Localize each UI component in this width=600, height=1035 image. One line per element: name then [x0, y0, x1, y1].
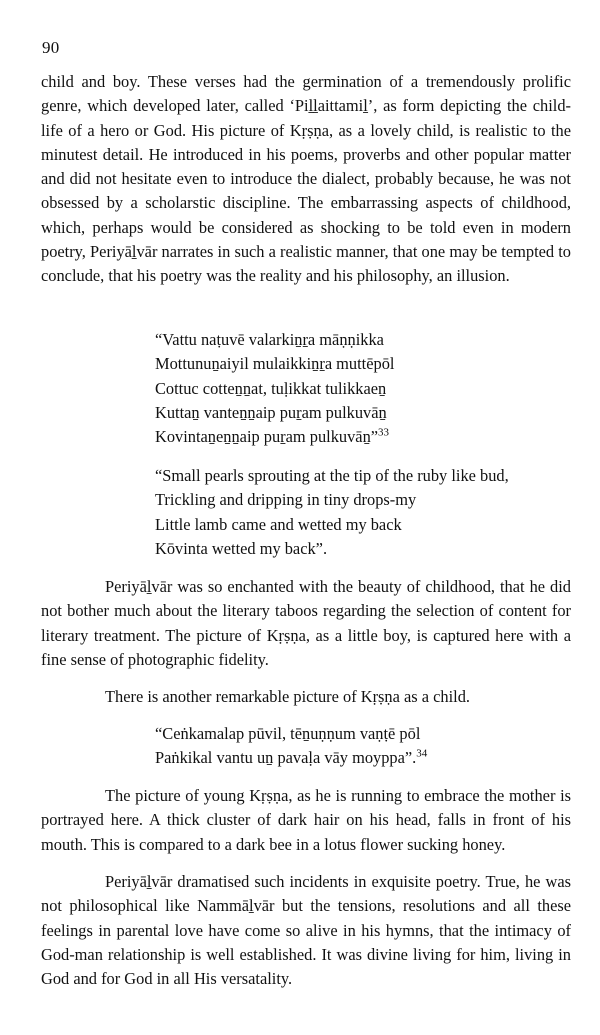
tamil-verse-2	[155, 722, 575, 771]
verse-2-line-4: Kōvinta wetted my back”.	[155, 538, 328, 558]
verse-2-line-3: Little lamb came and wetted my back	[155, 514, 402, 534]
verse-1-line-5-wrapper	[155, 425, 575, 449]
english-translation-verse	[155, 464, 575, 561]
paragraph-1: child and boy. These verses had the germination of a tremendously prolific genre, which developed later, called ‘Piḻḻaittamiḻ’, as form depicting the child-life of a hero or God. His picture of Kṛṣṇa, as a lovely child, is realistic to the minutest detail. He introduced in his poems, proverbs and other popular matter and did not hesitate even to introduce the dialect, probably because, he was not obsessed by a scholarstic discipline. The embarrassing aspects of childhood, which, perhaps would be considered as shocking to be told even in modern poetry, Periyāḻvār narrates in such a realistic manner, that one may be tempted to conclude, that his poetry was the reality and his philosophy, an illusion.	[41, 72, 571, 286]
paragraph-3: There is another remarkable picture of Kṛṣṇa as a child.	[105, 687, 470, 706]
footnote-marker-34: 34	[416, 747, 428, 760]
tamil-verse-1	[155, 328, 575, 449]
paragraph-4: The picture of young Kṛṣṇa, as he is running to embrace the mother is portrayed here. A thick cluster of dark hair on his head, falls in front of his mouth. This is compared to a dark bee in a lotus flower sucking honey.	[41, 786, 571, 854]
verse-1-line-4: Kuttaṉ vanteṉṉaip puṟam pulkuvāṉ	[155, 402, 387, 422]
verse-2-line-1: “Small pearls sprouting at the tip of the ruby like bud,	[155, 466, 509, 485]
verse-3-line-2: Paṅkikal vantu uṉ pavaḷa vāy moyppa”.	[155, 748, 417, 768]
verse-3-line-2-wrapper	[155, 746, 575, 770]
verse-1-line-2: Mottunuṉaiyil mulaikkiṉṟa muttēpōl	[155, 354, 395, 374]
paragraph-5: Periyāḻvār dramatised such incidents in exquisite poetry. True, he was not philosophical like Nammāḻvār but the tensions, resolutions and all these feelings in parental love have come so alive in his hymns, that the intimacy of God-man relationship is well established. It was divine living for him, living in God and for God in all His versatality.	[41, 872, 571, 989]
footnote-marker-33: 33	[378, 426, 390, 439]
verse-1-line-1: “Vattu naṭuvē valarkiṉṟa māṇṇikka	[155, 330, 384, 349]
verse-1-line-3: Cottuc cotteṉṉat, tuḷikkat tulikkaeṉ	[155, 378, 387, 398]
verse-2-line-2: Trickling and dripping in tiny drops-my	[155, 490, 417, 510]
paragraph-2: Periyāḻvār was so enchanted with the beauty of childhood, that he did not bother much about the literary taboos regarding the selection of content for literary treatment. The picture of Kṛṣṇa, as a little boy, is captured here with a fine sense of photographic fidelity.	[41, 577, 571, 669]
page-number: 90	[42, 38, 60, 57]
verse-3-line-1: “Ceṅkamalap pūvil, tēṉuṇṇum vaṇṭē pōl	[155, 724, 421, 743]
verse-1-line-5: Kovintaṉeṉṉaip puṟam pulkuvāṉ”	[155, 427, 379, 447]
